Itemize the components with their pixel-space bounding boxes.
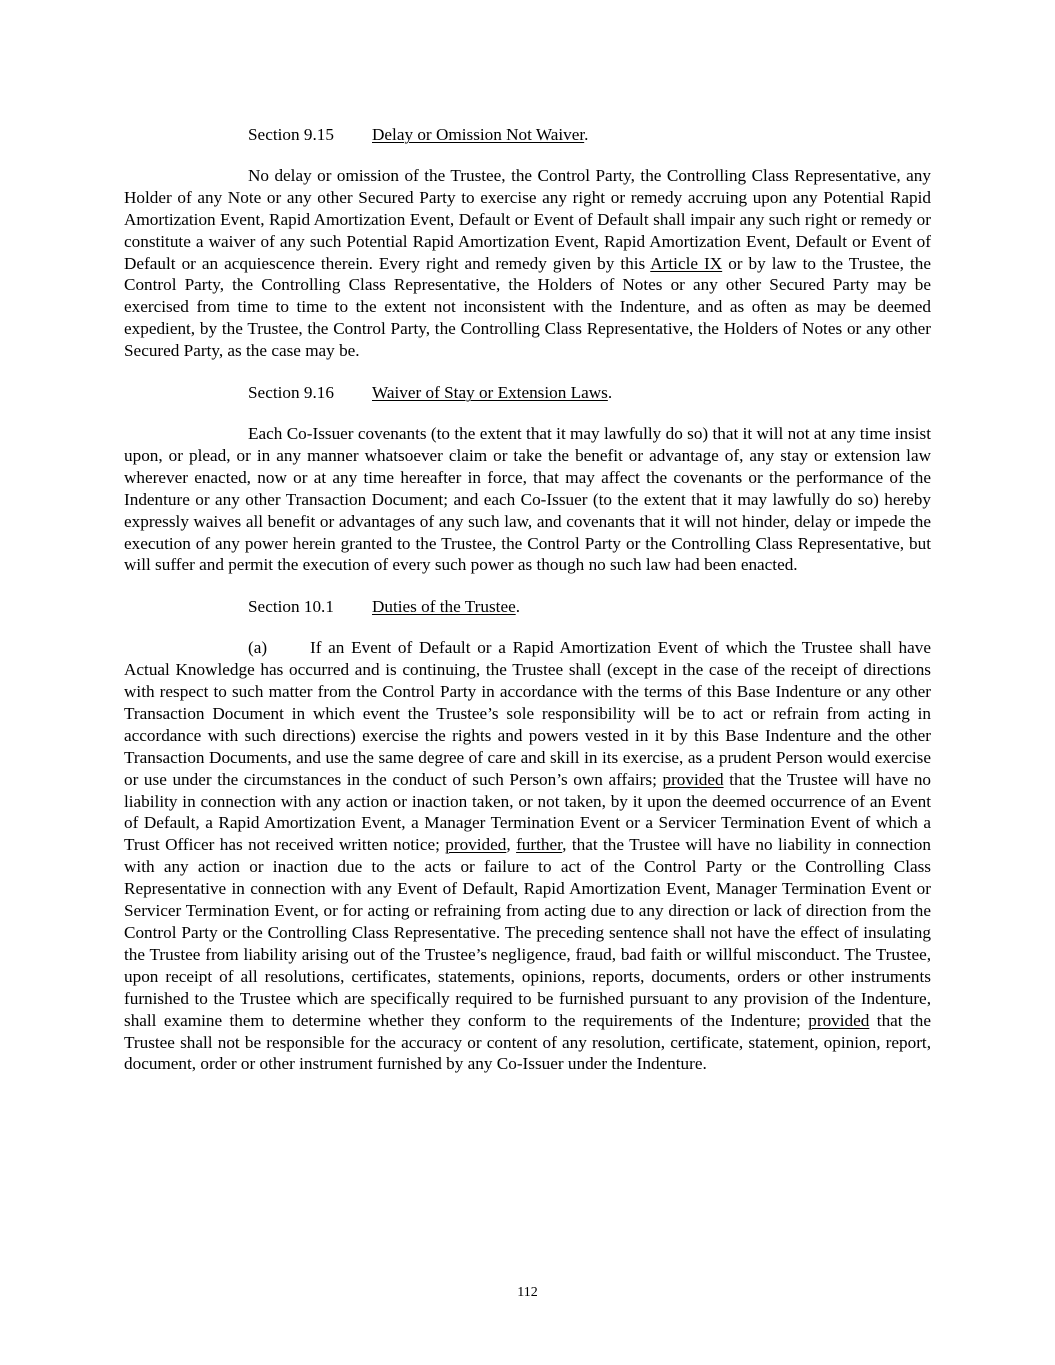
section-9-15-heading (248, 124, 931, 146)
document-page (124, 124, 931, 1095)
section-number: Section 10.1 (248, 597, 334, 617)
body-text: , that the Trustee will have no liability in connection with any action or inaction due to the acts or failure to act of the Control Party or the Controlling Class Representative in connection with any Event of Default, Rapid Amortization Event, Manager Termination Event or Servicer Termination Event, or for acting or refraining from acting due to any direction or lack of direction from the Control Party or the Controlling Class Representative. The preceding sentence shall not have the effect of insulating the Trustee from liability arising out of the Trustee’s negligence, fraud, bad faith or willful misconduct. The Trustee, upon receipt of all resolutions, certificates, statements, opinions, reports, documents, orders or other instruments furnished to the Trustee which are specifically required to be furnished pursuant to any provision of the Indenture, shall examine them to determine whether they conform to the requirements of the Indenture; (124, 835, 931, 1030)
subsection-label: (a) (248, 638, 268, 658)
body-text: that the Trustee will have no liability in connection with any action or inaction taken, or not taken, by it upon the deemed occurrence of an Event of Default, a Rapid Amortization Event, a Manager Termination Event or a Servicer Termination Event of which a Trust Officer has not received written notice; (124, 769, 932, 855)
section-10-1-heading (248, 596, 931, 618)
section-10-1-a-body (124, 637, 931, 1075)
provided-term: provided (445, 835, 507, 855)
section-title-period: . (607, 383, 613, 403)
page-number: 112 (517, 1285, 538, 1300)
section-number: Section 9.15 (248, 125, 334, 144)
provided-term: provided (808, 1010, 870, 1030)
section-title: Duties of the Trustee (372, 597, 516, 617)
section-title-period: . (584, 125, 589, 144)
section-9-16-body: Each Co-Issuer covenants (to the extent that it may lawfully do so) that it will not at any time insist upon, or plead, or in any manner whatsoever claim or take the benefit or advantage of, any stay or extension law wherever enacted, now or at any time hereafter in force, that may affect the covenants or the performance of the Indenture or any other Transaction Document; and each Co-Issuer (to the extent that it may lawfully do so) hereby expressly waives all benefit or advantages of any such law, and covenants that it will not hinder, delay or impede the execution of any power herein granted to the Trustee, the Control Party or the Controlling Class Representative, but will suffer and permit the execution of every such power as though no such law had been enacted. (124, 423, 931, 575)
body-text: No delay or omission of the Trustee, the Control Party, the Controlling Class Representative, any Holder of any Note or any other Secured Party to exercise any right or remedy accruing upon any Potential Rapid Amortization Event, Rapid Amortization Event, Default or Event of Default shall impair any such right or remedy or constitute a waiver of any such Potential Rapid Amortization Event, Rapid Amortization Event, Default or Event of Default or an acquiescence therein. Every right and remedy given by this (124, 165, 931, 273)
body-text: that the Trustee shall not be responsible for the accuracy or content of any resolution, certificate, statement, opinion, report, document, order or other instrument furnished by any Co-Issuer under the Indenture. (124, 1010, 931, 1074)
further-term: further (516, 835, 563, 855)
body-text: If an Event of Default or a Rapid Amortization Event of which the Trustee shall have Actual Knowledge has occurred and is continuing, the Trustee shall (except in the case of the receipt of directions with respect to such matter from the Control Party in accordance with the terms of this Base Indenture or any other Transaction Document in which event the Trustee’s sole responsibility will be to act or refrain from acting in accordance with such directions) exercise the rights and powers vested in it by this Base Indenture and the other Transaction Documents, and use the same degree of care and skill in its exercise, as a prudent Person would exercise or use under the circumstances in the conduct of such Person’s own affairs; (124, 638, 931, 789)
section-9-16-heading (248, 382, 931, 404)
section-title: Waiver of Stay or Extension Laws (372, 383, 608, 403)
section-9-15-body (124, 165, 931, 362)
section-title: Delay or Omission Not Waiver (372, 125, 585, 144)
section-title-period: . (515, 597, 520, 617)
body-text: , (506, 835, 517, 855)
article-ix-reference: Article IX (650, 253, 723, 273)
body-text: or by law to the Trustee, the Control Party, the Controlling Class Representative, the Holders of Notes or any other Secured Party may be exercised from time to time to the extent not inconsistent with the Indenture, and as often as may be deemed expedient, by the Trustee, the Control Party, the Controlling Class Representative, the Holders of Notes or any other Secured Party, as the case may be. (124, 253, 931, 361)
section-number: Section 9.16 (248, 383, 334, 403)
provided-term: provided (662, 769, 724, 789)
